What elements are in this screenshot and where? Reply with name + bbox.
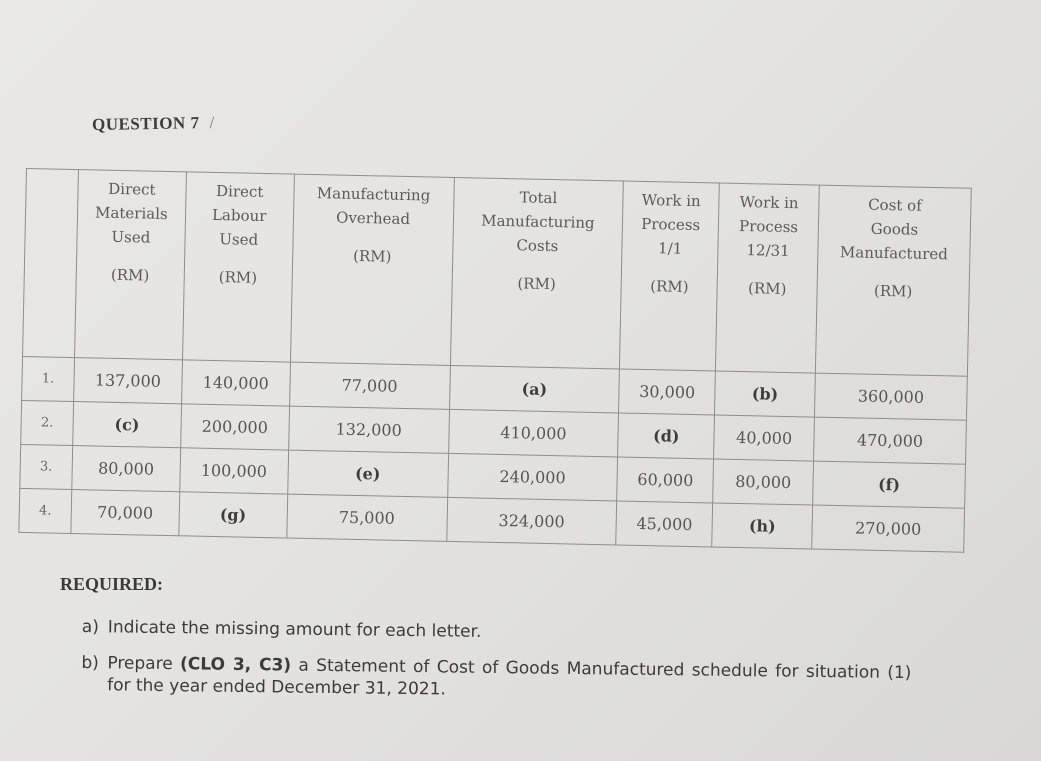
header-index-cell xyxy=(23,169,79,358)
table-cell: 40,000 xyxy=(714,415,815,461)
table-cell: (e) xyxy=(287,450,448,497)
row-number: 3. xyxy=(20,444,73,489)
table-cell: 137,000 xyxy=(73,358,182,404)
table-cell: 77,000 xyxy=(289,362,450,409)
row-number: 2. xyxy=(21,400,74,445)
table-cell: (c) xyxy=(73,402,182,448)
question-title xyxy=(92,113,215,135)
table-cell: 410,000 xyxy=(448,409,619,457)
table-cell: 30,000 xyxy=(619,369,716,415)
item-text: Indicate the missing amount for each letter. xyxy=(107,617,482,642)
header-manufacturing-overhead: Manufacturing Overhead (RM) xyxy=(290,174,454,365)
data-table xyxy=(18,168,971,553)
row-number: 4. xyxy=(19,488,72,533)
data-table-wrapper xyxy=(18,168,971,553)
list-item xyxy=(81,652,911,706)
table-cell: (g) xyxy=(179,492,288,538)
item-marker: b) xyxy=(81,652,99,674)
table-cell: (a) xyxy=(449,365,620,413)
header-direct-materials: Direct Materials Used (RM) xyxy=(74,170,186,360)
table-cell: 80,000 xyxy=(72,446,181,492)
table-cell: 100,000 xyxy=(180,448,289,494)
header-direct-labour: Direct Labour Used (RM) xyxy=(182,172,294,362)
table-cell: 132,000 xyxy=(288,406,449,453)
table-cell: 140,000 xyxy=(181,360,290,406)
required-heading: REQUIRED: xyxy=(60,574,164,594)
header-total-manufacturing-costs: Total Manufacturing Costs (RM) xyxy=(450,177,624,369)
item-prefix: Prepare xyxy=(107,653,173,675)
row-number: 1. xyxy=(22,356,75,401)
header-cost-of-goods-manufactured: Cost of Goods Manufactured (RM) xyxy=(815,185,971,376)
list-item xyxy=(82,616,912,648)
table-cell: 60,000 xyxy=(617,457,714,503)
item-text xyxy=(107,652,911,706)
question-title-text: QUESTION 7 xyxy=(91,113,200,135)
check-mark: / xyxy=(209,112,215,133)
required-list xyxy=(81,616,912,720)
table-cell: 45,000 xyxy=(616,501,713,547)
table-cell: 270,000 xyxy=(812,505,965,552)
table-cell: 324,000 xyxy=(446,497,617,545)
header-wip-beginning: Work in Process 1/1 (RM) xyxy=(620,181,720,371)
item-body: a Statement of Cost of Goods Manufactured schedule for situation (1) for the year ended December 31, 2021. xyxy=(107,655,912,700)
table-cell: 75,000 xyxy=(286,494,447,541)
header-wip-ending: Work in Process 12/31 (RM) xyxy=(716,183,820,373)
table-cell: 80,000 xyxy=(713,459,814,505)
table-cell: 470,000 xyxy=(814,417,967,464)
header-row xyxy=(23,169,972,377)
table-cell: (d) xyxy=(618,413,715,459)
table-cell: (h) xyxy=(712,503,813,549)
table-cell: 240,000 xyxy=(447,453,618,501)
table-cell: 70,000 xyxy=(71,490,180,536)
clo-label: (CLO 3, C3) xyxy=(179,654,292,676)
item-marker: a) xyxy=(81,616,100,638)
table-cell: (b) xyxy=(715,371,816,417)
table-cell: 360,000 xyxy=(815,373,968,420)
table-cell: (f) xyxy=(813,461,966,508)
table-cell: 200,000 xyxy=(180,404,289,450)
